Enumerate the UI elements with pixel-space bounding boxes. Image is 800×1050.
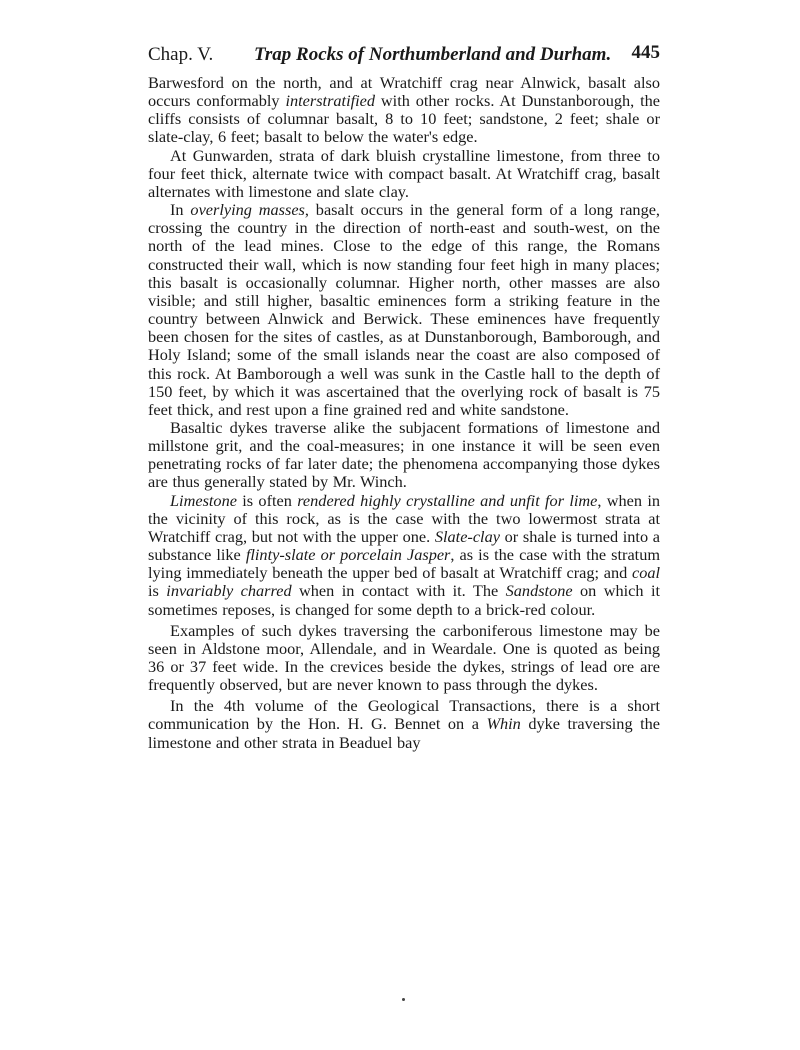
- running-head: [148, 40, 660, 74]
- paragraph-6: [148, 622, 660, 695]
- italic-run: Whin: [486, 714, 521, 734]
- book-page: [148, 40, 660, 752]
- text-run: At Gunwarden, strata of dark bluish crystalline limestone, from three to four feet thick, alternate twice with compact basalt. At Wratchiff crag, basalt alternates with limestone and slate clay.: [148, 145, 660, 201]
- text-run: is often: [236, 490, 298, 510]
- text-run: , basalt occurs in the general form of a long range, crossing the country in the direction of north-east and south-west, on the north of the lead mines. Close to the edge of this range, the Romans constructed their wall, which is now standing four feet high in many places; this basalt is occasionally columnar. Higher north, other masses are also visible; and still higher, basaltic eminences form a striking feature in the country between Alnwick and Berwick. These eminences have frequently been chosen for the sites of castles, as at Dunstanborough, Bamborough, and Holy Island; some of the small islands near the coast are also composed of this rock. At Bamborough a well was sunk in the Castle hall to the depth of 150 feet, by which it was ascertained that the overlying rock of basalt is 75 feet thick, and rest upon a fine grained red and white sandstone.: [148, 200, 661, 419]
- italic-run: flinty-slate or porcelain Jasper: [245, 545, 451, 565]
- text-run: , as is the case with the stratum lying immediately beneath the upper bed of basalt at Wratchiff crag; and: [148, 545, 660, 583]
- text-run: when in contact with it. The: [291, 581, 506, 601]
- italic-run: coal: [631, 563, 660, 583]
- text-run: is: [148, 581, 167, 601]
- italic-run: interstratified: [285, 91, 376, 111]
- text-run: or shale is turned into a substance like: [148, 526, 660, 565]
- italic-run: rendered highly crystalline and unfit for lime: [297, 490, 598, 510]
- text-run: Basaltic dykes traverse alike the subjacent formations of limestone and millstone grit, and the coal-measures; in one instance it will be seen even penetrating rocks of far later date; the phenomena accompanying those dykes are thus generally stated by Mr. Winch.: [148, 417, 660, 492]
- page-number: 445: [631, 42, 660, 63]
- paragraph-4: [148, 419, 660, 492]
- text-run: Examples of such dykes traversing the carboniferous limestone may be seen in Aldstone moor, Allendale, and in Weardale. One is quoted as being 36 or 37 feet wide. In the crevices beside the dykes, strings of lead ore are frequently observed, but are never known to pass through the dykes.: [148, 620, 660, 695]
- running-title: Trap Rocks of Northumberland and Durham.: [254, 44, 612, 65]
- paragraph-3: [148, 201, 660, 419]
- text-run: with other rocks. At Dunstanborough, the cliffs consists of columnar basalt, 8 to 10 feet; sandstone, 2 feet; shale or slate-clay, 6 feet; basalt to below the water's edge.: [148, 91, 660, 147]
- italic-run: Sandstone: [505, 581, 573, 601]
- text-run: dyke traversing the limestone and other strata in Beaduel bay: [148, 714, 660, 752]
- paragraph-1: [148, 74, 660, 147]
- ink-speck: [402, 998, 405, 1001]
- paragraph-7: [148, 697, 660, 751]
- text-run: on which it sometimes reposes, is changed for some depth to a brick-red colour.: [148, 581, 660, 619]
- italic-run: invariably charred: [166, 581, 292, 601]
- text-run: Barwesford on the north, and at Wratchiff crag near Alnwick, basalt also occurs conformably: [148, 73, 660, 111]
- text-run: In: [170, 200, 191, 220]
- italic-run: overlying masses: [190, 200, 305, 220]
- text-run: , when in the vicinity of this rock, as is the case with the two lowermost strata at Wratchiff crag, but not with the upper one.: [148, 490, 661, 546]
- paragraph-2: [148, 147, 660, 201]
- body-text: [148, 74, 660, 752]
- text-run: In the 4th volume of the Geological Transactions, there is a short communication by the Hon. H. G. Bennet on a: [148, 696, 660, 734]
- italic-run: Limestone: [170, 490, 237, 510]
- italic-run: Slate-clay: [434, 526, 500, 546]
- chapter-label: Chap. V.: [148, 44, 214, 65]
- paragraph-5: [148, 492, 660, 619]
